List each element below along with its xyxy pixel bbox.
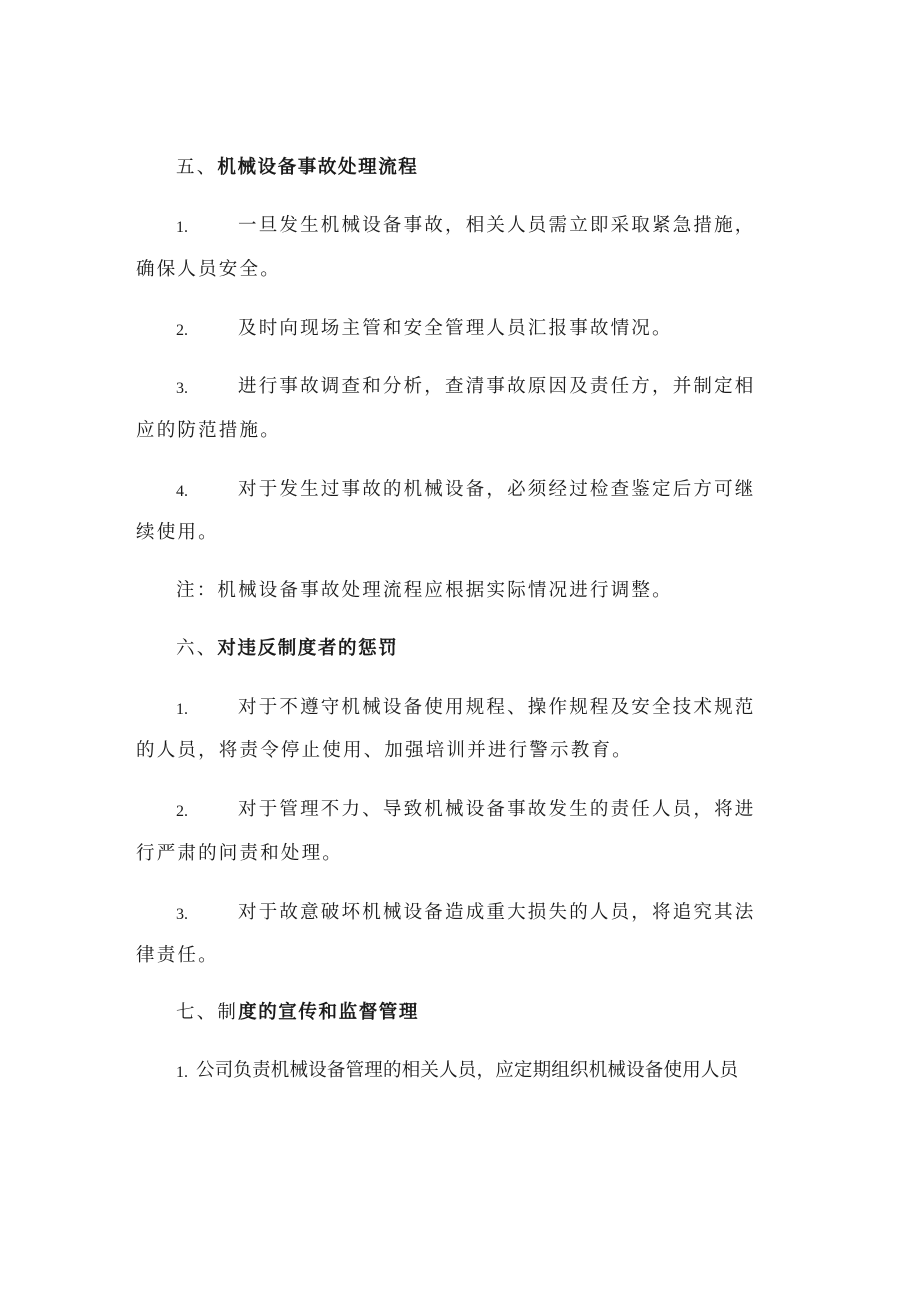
item-text-line1: 进行事故调查和分析，查清事故原因及责任方，并制定相 <box>238 376 756 397</box>
item-text-line1: 对于发生过事故的机械设备，必须经过检查鉴定后方可继 <box>238 479 756 500</box>
section-heading-prefix: 七、制 <box>176 1002 239 1023</box>
item-text-line2: 的人员，将责令停止使用、加强培训并进行警示教育。 <box>136 740 633 761</box>
section-heading-prefix: 六、 <box>176 638 218 659</box>
note-text: 注：机械设备事故处理流程应根据实际情况进行调整。 <box>176 580 673 601</box>
item-number: 4. <box>176 483 188 500</box>
section-heading-6 <box>176 637 398 661</box>
item-number: 3. <box>176 906 188 923</box>
item-text-line2: 行严肃的问责和处理。 <box>136 843 344 864</box>
item-number: 1. <box>176 701 188 718</box>
section-heading-5 <box>176 156 418 180</box>
item-text-line1: 对于不遵守机械设备使用规程、操作规程及安全技术规范 <box>238 697 756 718</box>
section-heading-7 <box>176 1001 419 1025</box>
item-text-line1: 及时向现场主管和安全管理人员汇报事故情况。 <box>238 318 673 339</box>
item-text-line1: 对于故意破坏机械设备造成重大损失的人员，将追究其法 <box>238 902 756 923</box>
section-heading-prefix: 五、 <box>176 157 218 178</box>
item-number: 2. <box>176 322 188 339</box>
item-text-line1: 对于管理不力、导致机械设备事故发生的责任人员，将进 <box>238 799 756 820</box>
item-text-line2: 应的防范措施。 <box>136 420 281 441</box>
item-text-line2: 确保人员安全。 <box>136 259 281 280</box>
section-heading-title: 对违反制度者的惩罚 <box>217 638 399 659</box>
item-number: 2. <box>176 803 188 820</box>
item-number: 1. <box>176 1064 188 1081</box>
section-heading-title: 机械设备事故处理流程 <box>217 157 419 178</box>
item-text-line1: 一旦发生机械设备事故，相关人员需立即采取紧急措施， <box>238 215 756 236</box>
item-number: 3. <box>176 380 188 397</box>
section-heading-title: 度的宣传和监督管理 <box>238 1002 420 1023</box>
item-number: 1. <box>176 219 188 236</box>
item-text-line2: 续使用。 <box>136 522 219 543</box>
item-text-line2: 律责任。 <box>136 945 219 966</box>
item-text-line1: 公司负责机械设备管理的相关人员，应定期组织机械设备使用人员 <box>196 1060 739 1081</box>
